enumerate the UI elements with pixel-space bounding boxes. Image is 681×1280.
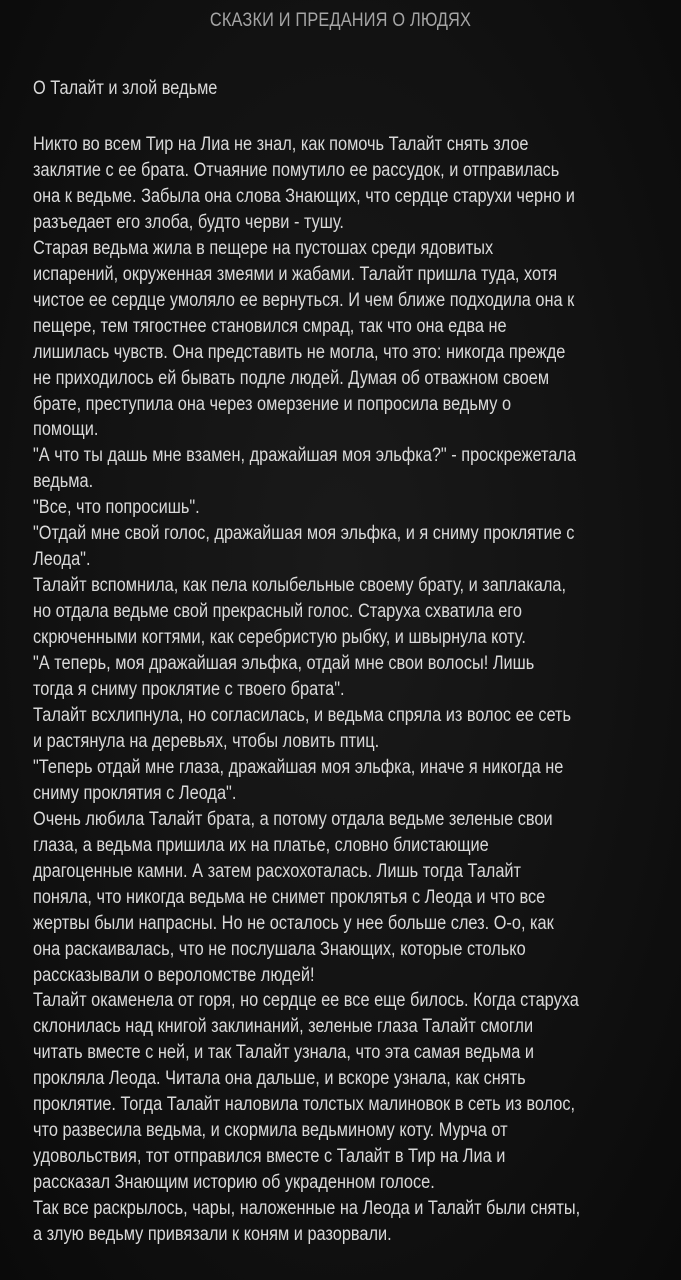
- story-line: поняла, что никогда ведьма не снимет проклятья с Леода и что все: [33, 886, 546, 908]
- story-line: драгоценные камни. А затем расхохоталась. Лишь тогда Талайт: [33, 860, 522, 882]
- story-line: она раскаивалась, что не послушала Знающих, которые столько: [33, 938, 526, 960]
- entry-title: О Талайт и злой ведьме: [33, 78, 218, 99]
- story-line: Леода".: [33, 549, 91, 571]
- story-line: но отдала ведьме свой прекрасный голос. Старуха схватила его: [33, 601, 522, 623]
- story-line: Так все раскрылось, чары, наложенные на Леода и Талайт были сняты,: [33, 1198, 581, 1220]
- story-line: рассказал Знающим историю об украденном голосе.: [33, 1172, 435, 1194]
- story-line: Никто во всем Тир на Лиа не знал, как помочь Талайт снять злое: [33, 134, 529, 155]
- story-line: а злую ведьму привязали к коням и разорвали.: [33, 1224, 392, 1246]
- story-line: "Все, что попросишь".: [33, 497, 200, 519]
- story-line: читать вместе с ней, и так Талайт узнала, что эта самая ведьма и: [33, 1042, 535, 1064]
- story-line: удовольствия, тот отправился вместе с Талайт в Тир на Лиа и: [33, 1146, 506, 1168]
- story-line: "А теперь, моя дражайшая эльфка, отдай мне свои волосы! Лишь: [33, 653, 535, 675]
- story-line: сниму проклятия с Леода".: [33, 782, 237, 804]
- story-line: ведьма.: [33, 471, 94, 493]
- book-title: СКАЗКИ И ПРЕДАНИЯ О ЛЮДЯХ: [209, 10, 472, 31]
- story-line: брате, преступила она через омерзение и попросила ведьму о: [33, 393, 512, 415]
- story-line: скрюченными когтями, как серебристую рыбку, и швырнула коту.: [33, 627, 526, 649]
- story-line: заклятие с ее брата. Отчаяние помутило ее рассудок, и отправилась: [33, 159, 560, 181]
- story-line: Старая ведьма жила в пещере на пустошах среди ядовитых: [33, 237, 494, 259]
- story-line: Очень любила Талайт брата, а потому отдала ведьме зеленые свои: [33, 808, 553, 830]
- story-line: помощи.: [33, 419, 99, 441]
- entry-content[interactable]: [33, 76, 665, 1248]
- story-line: "А что ты дашь мне взамен, дражайшая моя эльфка?" - проскрежетала: [33, 445, 577, 467]
- story-line: не приходилось ей бывать подле людей. Думая об отважном своем: [33, 367, 550, 389]
- story-text: [33, 132, 665, 1248]
- story-line: тогда я сниму проклятие с твоего брата".: [33, 679, 345, 701]
- story-line: пещере, тем тягостнее становился смрад, так что она едва не: [33, 315, 507, 337]
- story-line: испарений, окруженная змеями и жабами. Талайт пришла туда, хотя: [33, 263, 558, 285]
- story-line: что развесила ведьма, и скормила ведьминому коту. Мурча от: [33, 1120, 508, 1142]
- story-line: "Отдай мне свой голос, дражайшая моя эльфка, и я сниму проклятие с: [33, 523, 575, 545]
- story-line: "Теперь отдай мне глаза, дражайшая моя эльфка, иначе я никогда не: [33, 756, 564, 778]
- story-line: лишилась чувств. Она представить не могла, что это: никогда прежде: [33, 341, 566, 363]
- story-line: жертвы были напрасны. Но не осталось у нее больше слез. О-о, как: [33, 912, 554, 934]
- story-line: разъедает его злоба, будто черви - тушу.: [33, 211, 344, 233]
- story-line: Талайт всхлипнула, но согласилась, и ведьма спряла из волос ее сеть: [33, 704, 572, 726]
- story-line: она к ведьме. Забыла она слова Знающих, что сердце старухи черно и: [33, 185, 575, 207]
- story-line: рассказывали о вероломстве людей!: [33, 964, 315, 986]
- story-line: проклятие. Тогда Талайт наловила толстых малиновок в сеть из волос,: [33, 1094, 576, 1116]
- story-line: и растянула на деревьях, чтобы ловить птиц.: [33, 730, 380, 752]
- story-line: Талайт окаменела от горя, но сердце ее все еще билось. Когда старуха: [33, 990, 579, 1012]
- story-line: глаза, а ведьма пришила их на платье, словно блистающие: [33, 834, 489, 856]
- story-line: склонилась над книгой заклинаний, зеленые глаза Талайт смогли: [33, 1016, 534, 1038]
- story-line: чистое ее сердце умоляло ее вернуться. И чем ближе подходила она к: [33, 289, 575, 311]
- story-line: Талайт вспомнила, как пела колыбельные своему брату, и заплакала,: [33, 575, 567, 597]
- story-line: прокляла Леода. Читала она дальше, и вскоре узнала, как снять: [33, 1068, 526, 1090]
